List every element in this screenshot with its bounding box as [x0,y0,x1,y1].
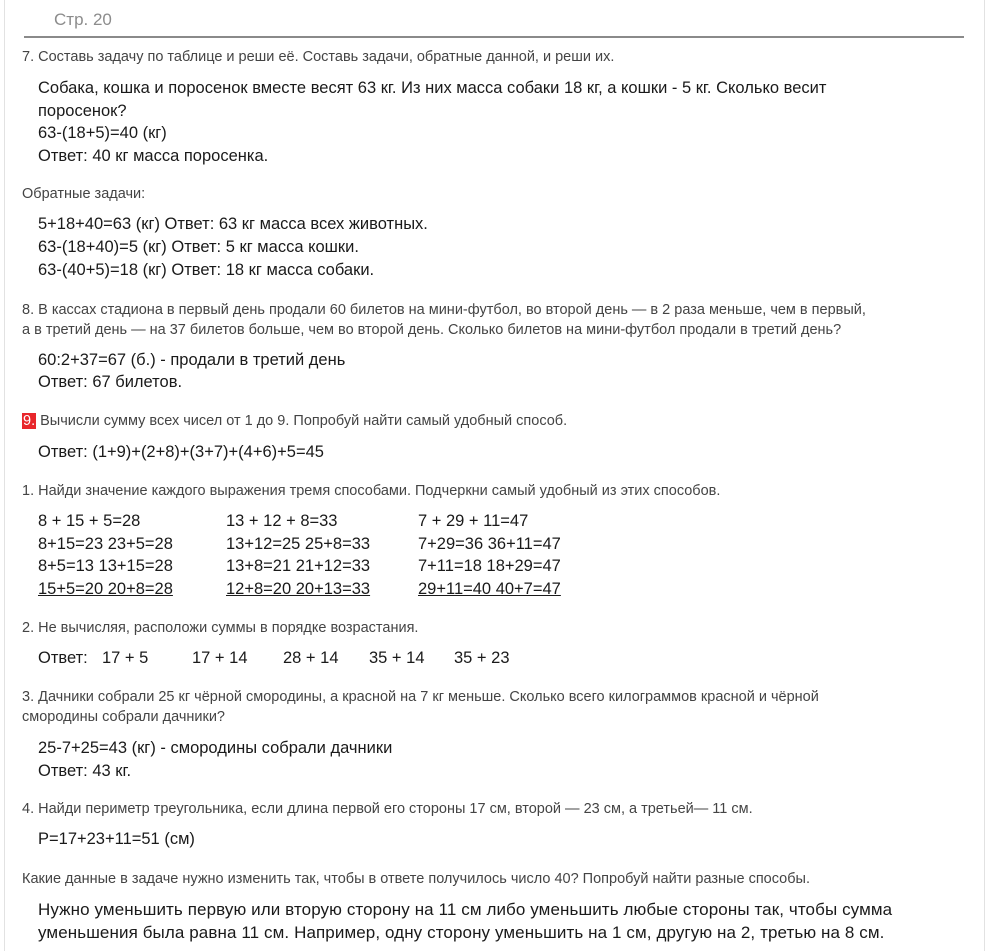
task4-followup-question: Какие данные в задаче нужно изменить так, чтобы в ответе получилось число 40? Попробуй найти разные способы. [22,871,810,887]
task7-answer-line-3: 63-(18+5)=40 (кг) [38,124,167,142]
task2-sum: 28 + 14 [283,649,339,667]
task1-cell: 13 + 12 + 8=33 [226,512,338,530]
task1-cell: 7 + 29 + 11=47 [418,512,529,530]
task1-cell: 8+5=13 13+15=28 [38,557,173,575]
task3-question-line-2: смородины собрали дачники? [22,709,225,725]
task4-question: 4. Найди периметр треугольника, если длина первой его стороны 17 см, второй — 23 см, а третьей— 11 см. [22,801,753,817]
task2-answer [38,647,638,669]
task7-answer-line-1: Собака, кошка и поросенок вместе весят 63 кг. Из них масса собаки 18 кг, а кошки - 5 кг. Сколько весит [38,79,827,97]
task3-question-line-1: 3. Дачники собрали 25 кг чёрной смородины, а красной на 7 кг меньше. Сколько всего килограммов красной и чёрной [22,689,819,705]
task2-sum: 17 + 14 [192,649,248,667]
task8-answer-line-1: 60:2+37=67 (б.) - продали в третий день [38,351,346,369]
task7-inverse-title: Обратные задачи: [22,186,146,202]
task1-cell: 13+8=21 21+12=33 [226,557,371,575]
task8-answer-line-2: Ответ: 67 билетов. [38,373,183,391]
task2-sum: 35 + 14 [369,649,425,667]
task1-cell: 7+29=36 36+11=47 [418,535,561,553]
task8-question-line-2: а в третий день — на 37 билетов больше, чем во второй день. Сколько билетов на мини-футбол продали в третий день? [22,322,842,338]
task1-cell-underlined: 12+8=20 20+13=33 [226,580,371,598]
task1-cell: 8 + 15 + 5=28 [38,512,141,530]
task4-followup-answer-line-2: уменьшения была равна 11 см. Например, одну сторону уменьшить на 1 см, другую на 2, третью на 8 см. [38,923,885,942]
task7-inverse-line-2: 63-(18+40)=5 (кг) Ответ: 5 кг масса кошки. [38,238,359,256]
task7-inverse-line-3: 63-(40+5)=18 (кг) Ответ: 18 кг масса собаки. [38,261,375,279]
task4-followup-answer-line-1: Нужно уменьшить первую или вторую сторону на 11 см либо уменьшить любые стороны так, чтобы сумма [38,900,893,919]
task2-question: 2. Не вычисляя, расположи суммы в порядке возрастания. [22,620,419,636]
task3-answer-line-1: 25-7+25=43 (кг) - смородины собрали дачники [38,739,393,757]
task1-question: 1. Найди значение каждого выражения тремя способами. Подчеркни самый удобный из этих способов. [22,483,721,499]
task1-cell-underlined: 15+5=20 20+8=28 [38,580,173,598]
task4-answer: P=17+23+11=51 (см) [38,830,195,848]
task1-cell: 7+11=18 18+29=47 [418,557,561,575]
page-header [24,8,964,38]
task8-question-line-1: 8. В кассах стадиона в первый день продали 60 билетов на мини-футбол, во второй день — в 2 раза меньше, чем в первый, [22,302,866,318]
task1-cell: 8+15=23 23+5=28 [38,535,173,553]
page-title: Стр. 20 [54,10,112,29]
task7-question: 7. Составь задачу по таблице и реши её. Составь задачи, обратные данной, и реши их. [22,49,615,65]
task2-answer-label: Ответ: [38,649,88,667]
task7-answer-line-2: поросенок? [38,102,127,120]
task2-sum: 17 + 5 [102,649,149,667]
task3-answer-line-2: Ответ: 43 кг. [38,762,132,780]
task9-question-text: Вычисли сумму всех чисел от 1 до 9. Попробуй найти самый удобный способ. [36,413,568,429]
task9-number-highlight: 9. [23,413,36,429]
task9-answer: Ответ: (1+9)+(2+8)+(3+7)+(4+6)+5=45 [38,443,324,461]
task7-inverse-line-1: 5+18+40=63 (кг) Ответ: 63 кг масса всех животных. [38,215,428,233]
task2-sum: 35 + 23 [454,649,510,667]
task1-cell-underlined: 29+11=40 40+7=47 [418,580,561,598]
task9-question [22,411,567,431]
task1-cell: 13+12=25 25+8=33 [226,535,371,553]
task7-answer-line-4: Ответ: 40 кг масса поросенка. [38,147,269,165]
